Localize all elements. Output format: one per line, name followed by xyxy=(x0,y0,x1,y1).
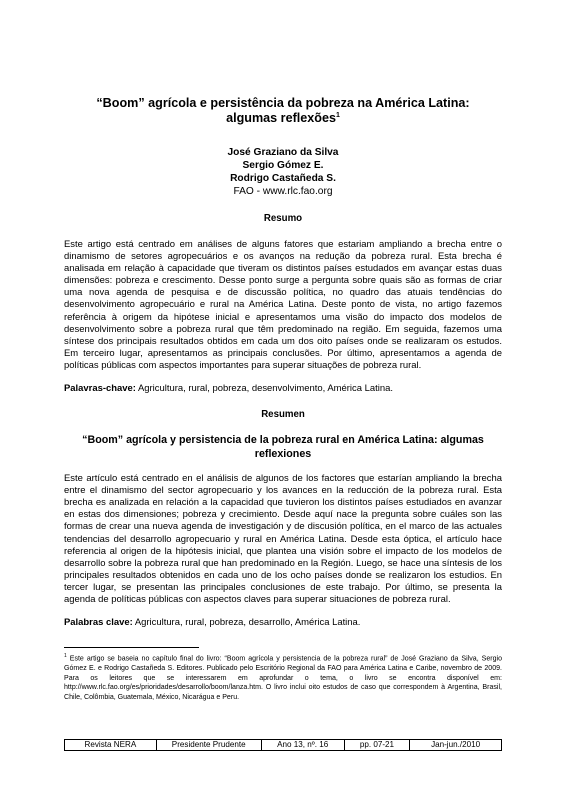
footnote-marker: 1 xyxy=(336,111,340,119)
author-affiliation: FAO - www.rlc.fao.org xyxy=(233,186,333,197)
article-title-es: “Boom” agrícola y persistencia de la pobreza rural en América Latina: algumas reflexiones xyxy=(82,434,484,460)
resumen-keywords xyxy=(64,617,502,629)
footer-pages: pp. 07-21 xyxy=(344,740,410,751)
footer-city: Presidente Prudente xyxy=(156,740,261,751)
resumo-keywords xyxy=(64,383,502,395)
footnote-text: Este artigo se baseia no capítulo final do livro: “Boom agrícola y persistencia de la pobreza rural” de José Graziano da Silva, Sergio Gómez E. e Rodrigo Castañeda S. Editores. Publicado pelo Escritório Regional da FAO para América Latina e Caribe, novembro de 2009. Para os leitores que se interessarem em aprofundar o tema, o livro se encontra disponível em: http://www.rlc.fao.org/es/prioridades/desarrollo/boom/lanza.htm. O livro inclui oito estudos de caso que correspondem à Argentina, Brasil, Chile, Colômbia, Guatemala, México, Nicarágua e Peru. xyxy=(64,655,502,701)
title-pt-line1: “Boom” agrícola e persistência da pobreza na América Latina: xyxy=(96,96,470,110)
author-name: Rodrigo Castañeda S. xyxy=(230,173,336,184)
keywords-values: Agricultura, rural, pobreza, desenvolvimento, América Latina. xyxy=(138,383,393,395)
resumo-heading: Resumo xyxy=(263,213,303,224)
palabras-clave-label: Palabras clave: xyxy=(64,617,133,629)
keywords-label: Palavras-chave: xyxy=(64,383,136,395)
footnote-number: 1 xyxy=(64,653,67,659)
title-pt-line2: algumas reflexões xyxy=(226,111,336,125)
palabras-clave-values: Agricultura, rural, pobreza, desarrollo, América Latina. xyxy=(134,617,361,629)
journal-footer-table xyxy=(64,739,502,751)
author-name: Sergio Gómez E. xyxy=(242,160,324,171)
footer-volume: Ano 13, nº. 16 xyxy=(261,740,344,751)
resumen-heading: Resumen xyxy=(261,409,305,421)
footnote-separator xyxy=(64,647,199,648)
resumen-text: Este artículo está centrado en el análisis de algunos de los factores que estarían ampliando la brecha entre el dinamismo del sector agropecuario y los avances en la reducción de la pobreza rural. Esta brecha es analizada en relación a la capacidad que tuvieron los distintos países estudiados en avanzar en estas dos dimensiones; pobreza y crecimiento. Desde aquí nace la pregunta sobre cuáles son las formas de crear una nueva agenda de investigación y de discusión política, en el marco de las actuales tendencias del desarrollo agropecuario y rural en América Latina. Desde esta óptica, el artículo hace referencia al origen de la hipótesis inicial, que plantea una visión sobre el impacto de los modelos de desarrollo sobre la pobreza rural que han predominado en la Región. Luego, se hace una síntesis de los principales resultados obtenidos en cada uno de los ocho países donde se realizaron los estudios. En tercer lugar, se presentan las principales conclusiones de este trabajo. Por último, se presenta la agenda de políticas públicas con aspectos claves para superar situaciones de pobreza rural. xyxy=(64,473,502,605)
footnote xyxy=(64,652,502,702)
footer-row xyxy=(65,740,502,751)
article-page xyxy=(64,96,502,629)
resumo-text: Este artigo está centrado em análises de alguns fatores que estariam ampliando a brecha entre o dinamismo de setores agropecuários e os avanços na redução da pobreza rural. Esta brecha é analisada em relação à capacidade que tiveram os distintos países estudados em avançar estas duas dimensões: pobreza e crescimento. Desse ponto surge a pergunta sobre quais são as formas de criar uma nova agenda de pesquisa e de discussão política, no quadro das atuais tendências do desenvolvimento agropecuário e rural na América Latina. Deste ponto de vista, no artigo fazemos referência à origem da hipótese inicial e apresentamos uma visão do impacto dos modelos de desenvolvimento sobre a pobreza rural que têm predominado na região. Em seguida, fazemos uma síntese dos principais resultados obtidos em cada um dos oito países onde se realizaram os estudos. Em terceiro lugar, apresentamos as principais conclusões. Por último, apresentamos a agenda de políticas públicas com aspectos importantes para superar situações de pobreza rural. xyxy=(64,239,502,371)
author-name: José Graziano da Silva xyxy=(227,147,339,158)
article-title-pt xyxy=(64,96,502,126)
footer-journal: Revista NERA xyxy=(65,740,157,751)
author-block xyxy=(64,146,502,198)
footer-date: Jan-jun./2010 xyxy=(410,740,502,751)
